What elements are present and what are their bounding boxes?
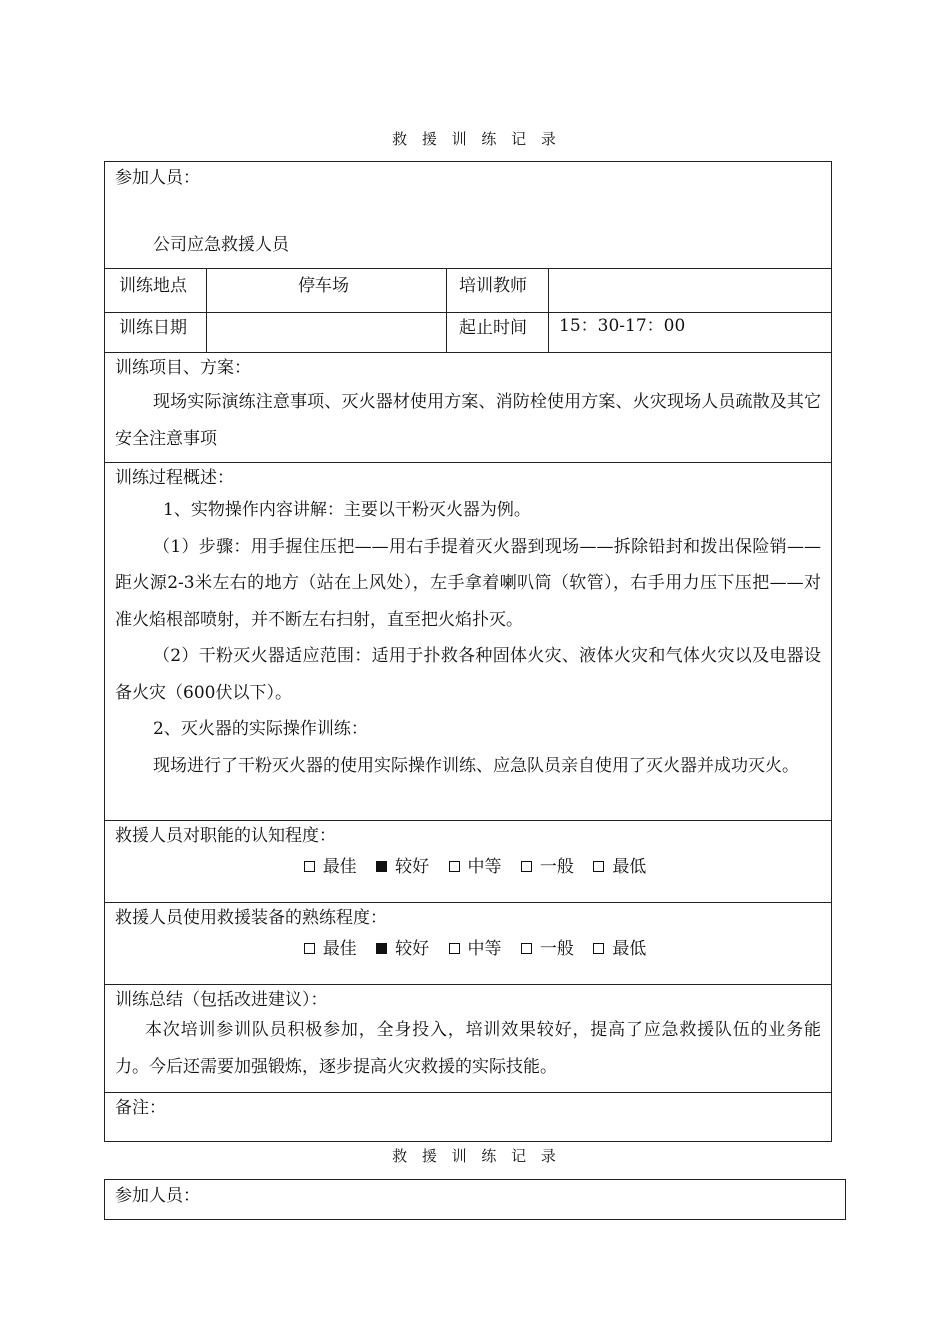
cognition-option: 中等 [435,856,502,878]
proficiency-options [105,938,831,960]
summary-text: 本次培训参训队员积极参加，全身投入，培训效果较好，提高了应急救援队伍的业务能力。今后还需要加强锻炼，逐步提高火灾救援的实际技能。 [115,1020,821,1077]
location-value: 停车场 [298,276,349,296]
process-paragraphs [115,492,821,784]
process-paragraph: 2、灭火器的实际操作训练： [153,719,368,739]
checkbox-icon[interactable] [449,943,460,954]
cognition-option: 最低 [579,856,646,878]
checkbox-icon[interactable] [521,943,532,954]
cognition-option: 较好 [362,856,429,878]
process-paragraph: 1、实物操作内容讲解：主要以干粉灭火器为例。 [163,500,531,520]
instructor-label: 培训教师 [459,276,527,296]
proficiency-option: 中等 [435,938,502,960]
divider [206,268,207,352]
checkbox-icon[interactable] [304,861,315,872]
training-record-form [104,161,832,1142]
remarks-label: 备注： [115,1098,166,1118]
divider [105,984,831,985]
proficiency-option: 较好 [362,938,429,960]
record-title-page2: 救 援 训 练 记 录 [392,1147,558,1165]
checkbox-icon[interactable] [376,943,387,954]
divider [105,352,831,353]
cognition-label: 救援人员对职能的认知程度： [115,826,336,846]
cognition-option: 最佳 [290,856,357,878]
divider [105,462,831,463]
divider [105,312,831,313]
checkbox-icon[interactable] [376,861,387,872]
process-paragraph: （2）干粉灭火器适应范围：适用于扑救各种固体火灾、液体火灾和气体火灾以及电器设备火灾（600伏以下）。 [115,646,821,703]
divider [446,268,447,352]
checkbox-icon[interactable] [593,861,604,872]
cognition-option: 一般 [507,856,574,878]
time-value: 15：30-17：00 [559,316,686,336]
date-label: 训练日期 [119,318,187,338]
process-label: 训练过程概述： [115,468,234,488]
divider [548,268,549,352]
record-title: 救 援 训 练 记 录 [392,130,558,148]
participants-label: 参加人员： [115,1186,200,1206]
participants-label: 参加人员： [115,168,200,188]
summary-label: 训练总结（包括改进建议）： [115,990,328,1010]
process-paragraph: 现场进行了干粉灭火器的使用实际操作训练、应急队员亲自使用了灭火器并成功灭火。 [153,755,799,776]
cognition-options [105,856,831,878]
checkbox-icon[interactable] [521,861,532,872]
project-text: 现场实际演练注意事项、灭火器材使用方案、消防栓使用方案、火灾现场人员疏散及其它安全注意事项 [115,392,821,449]
divider [105,902,831,903]
divider [105,268,831,269]
divider [105,820,831,821]
training-record-form-page2 [104,1179,846,1220]
proficiency-label: 救援人员使用救援装备的熟练程度： [115,908,387,928]
process-paragraph: （1）步骤：用手握住压把——用右手提着灭火器到现场——拆除铅封和拨出保险销——距火源2-3米左右的地方（站在上风处），左手拿着喇叭筒（软管），右手用力压下压把——对准火焰根部喷射，并不断左右扫射，直至把火焰扑灭。 [115,536,821,630]
proficiency-option: 最佳 [290,938,357,960]
location-label: 训练地点 [119,276,187,296]
proficiency-option: 最低 [579,938,646,960]
participants-value: 公司应急救援人员 [153,235,289,255]
checkbox-icon[interactable] [593,943,604,954]
proficiency-option: 一般 [507,938,574,960]
checkbox-icon[interactable] [449,861,460,872]
project-label: 训练项目、方案： [115,358,251,378]
checkbox-icon[interactable] [304,943,315,954]
time-label: 起止时间 [459,318,527,338]
divider [105,1092,831,1093]
